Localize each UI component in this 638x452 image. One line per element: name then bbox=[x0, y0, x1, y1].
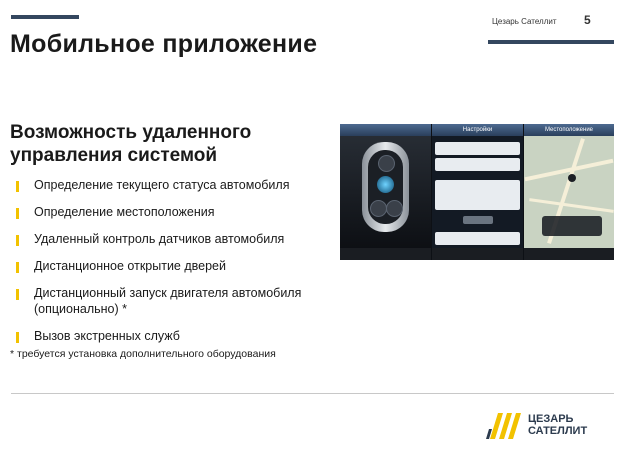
feature-item bbox=[10, 232, 340, 248]
slide-title: Мобильное приложение bbox=[10, 30, 318, 58]
tab-bar bbox=[432, 248, 523, 260]
section-subtitle: Возможность удаленного управления системой bbox=[10, 122, 252, 166]
header-company: Цезарь Сателлит bbox=[492, 17, 557, 26]
feature-text: Определение местоположения bbox=[34, 205, 215, 219]
header-rule-left bbox=[11, 15, 79, 19]
footer-rule bbox=[11, 393, 614, 394]
feature-item bbox=[10, 329, 340, 345]
feature-item bbox=[10, 178, 340, 194]
map-road bbox=[529, 198, 614, 213]
location-pin-icon bbox=[568, 174, 576, 182]
key-fob-face bbox=[368, 150, 403, 224]
feature-item bbox=[10, 205, 340, 221]
screen-remote-control bbox=[340, 124, 431, 260]
bullet-marker bbox=[16, 208, 19, 219]
bullet-marker bbox=[16, 235, 19, 246]
tab-bar bbox=[524, 248, 614, 260]
key-fob-image bbox=[362, 142, 409, 232]
bullet-marker bbox=[16, 289, 19, 300]
feature-text: Удаленный контроль датчиков автомобиля bbox=[34, 232, 285, 246]
app-screenshots bbox=[340, 124, 614, 260]
bullet-marker bbox=[16, 181, 19, 192]
settings-header: Настройки bbox=[432, 124, 523, 136]
map-header: Местоположение bbox=[524, 124, 614, 136]
bullet-marker bbox=[16, 262, 19, 273]
bullet-marker bbox=[16, 332, 19, 343]
logo-text-line1: ЦЕЗАРЬ bbox=[528, 413, 574, 425]
unlock-icon bbox=[378, 155, 395, 172]
header-rule-right bbox=[488, 40, 614, 44]
feature-item bbox=[10, 286, 340, 317]
car-logo-icon bbox=[377, 176, 394, 193]
tab-bar bbox=[340, 248, 431, 260]
settings-row bbox=[435, 142, 520, 155]
password-form bbox=[435, 180, 520, 210]
feature-item bbox=[10, 259, 340, 275]
location-callout bbox=[542, 216, 602, 236]
logo-text-line2: САТЕЛЛИТ bbox=[528, 425, 588, 437]
settings-row bbox=[435, 232, 520, 245]
logo-stripes-icon bbox=[486, 413, 526, 439]
screen-location-map bbox=[524, 124, 614, 260]
company-logo bbox=[486, 413, 618, 439]
screen-settings bbox=[432, 124, 523, 260]
feature-text: Дистанционный запуск двигателя автомобиля (опционально) * bbox=[34, 286, 302, 316]
feature-text: Вызов экстренных служб bbox=[34, 328, 180, 343]
status-bar bbox=[340, 124, 431, 136]
feature-list bbox=[10, 178, 340, 356]
feature-text: Дистанционное открытие дверей bbox=[34, 259, 226, 273]
search-icon bbox=[370, 200, 387, 217]
warning-icon bbox=[386, 200, 403, 217]
settings-row bbox=[435, 158, 520, 171]
save-button bbox=[463, 216, 493, 224]
feature-text: Определение текущего статуса автомобиля bbox=[34, 178, 290, 192]
footnote: * требуется установка дополнительного оборудования bbox=[10, 348, 276, 360]
page-number: 5 bbox=[584, 13, 591, 27]
